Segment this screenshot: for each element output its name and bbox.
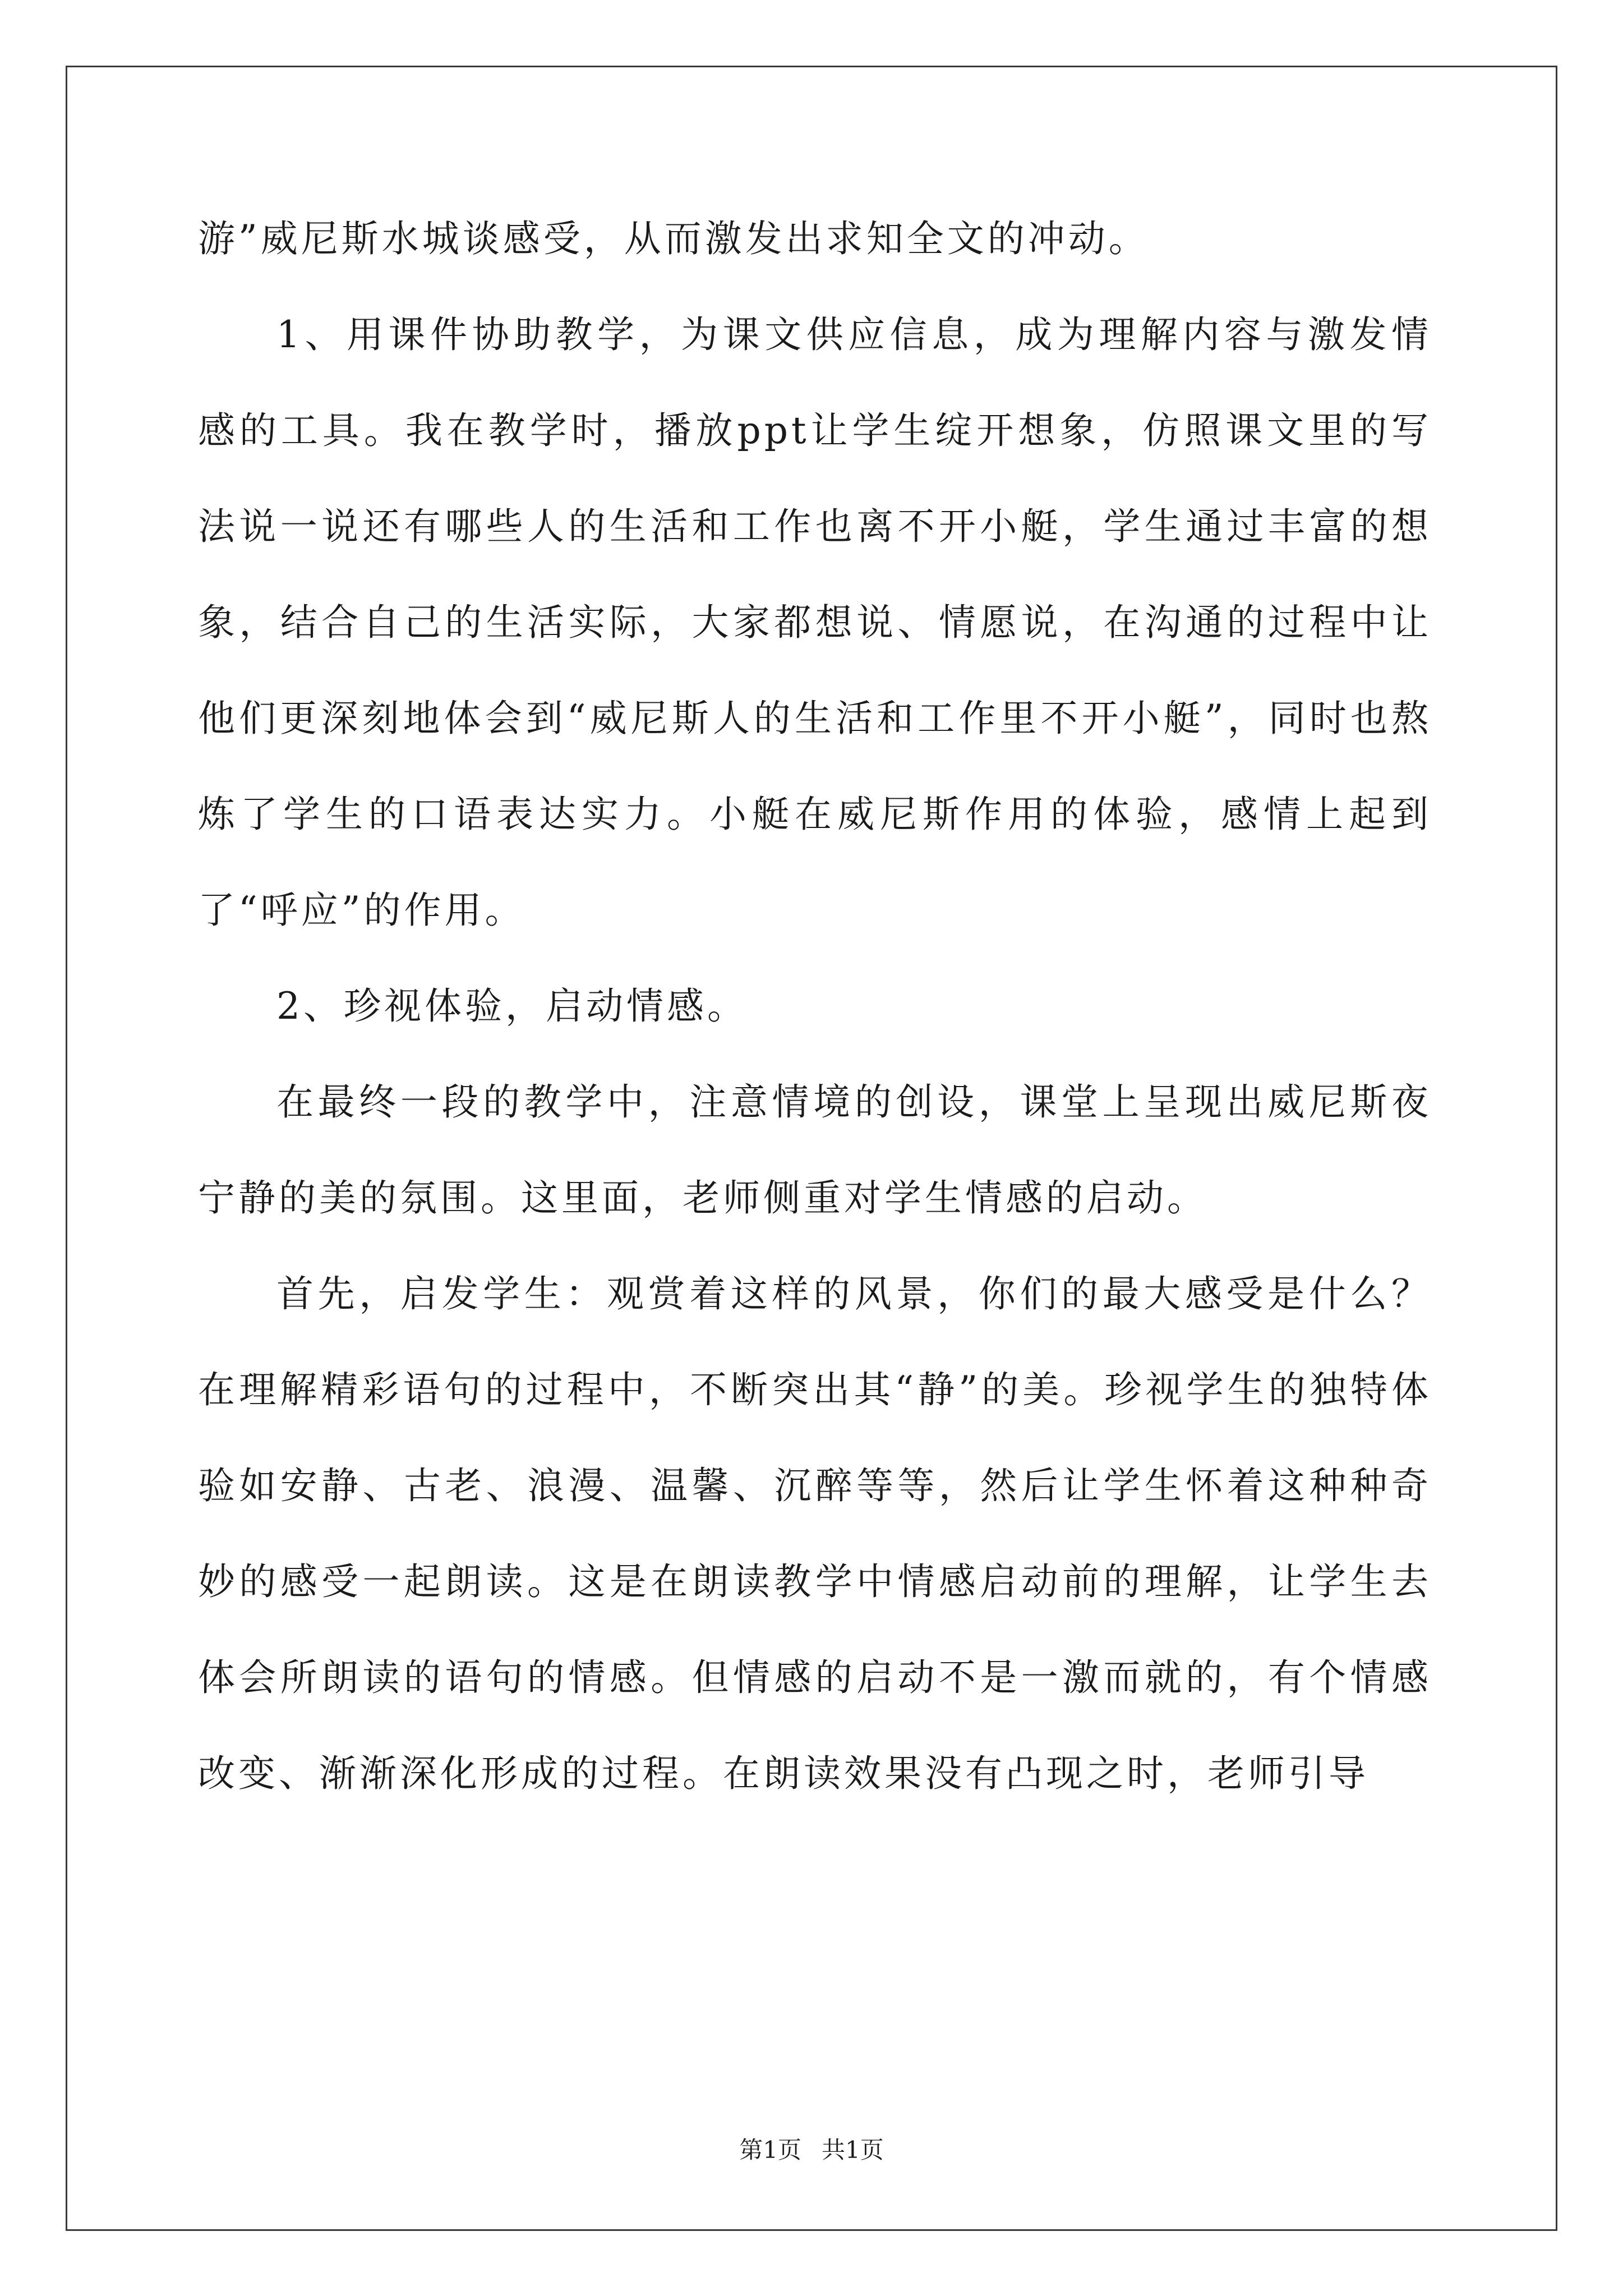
- paragraph-2: 1、用课件协助教学，为课文供应信息，成为理解内容与激发情感的工具。我在教学时，播放ppt让学生绽开想象，仿照课文里的写法说一说还有哪些人的生活和工作也离不开小艇，学生通过丰富的想象，结合自己的生活实际，大家都想说、情愿说，在沟通的过程中让他们更深刻地体会到“威尼斯人的生活和工作里不开小艇”，同时也熬炼了学生的口语表达实力。小艇在威尼斯作用的体验，感情上起到了“呼应”的作用。: [198, 313, 1432, 932]
- paragraph-1: 游”威尼斯水城谈感受，从而激发出求知全文的冲动。: [198, 217, 1149, 260]
- paragraph-3: 2、珍视体验，启动情感。: [276, 984, 748, 1028]
- page-total: 共1页: [822, 2136, 884, 2164]
- paragraph-4: 在最终一段的教学中，注意情境的创设，课堂上呈现出威尼斯夜宁静的美的氛围。这里面，老师侧重对学生情感的启动。: [198, 1080, 1432, 1220]
- paragraph-5: 首先，启发学生：观赏着这样的风景，你们的最大感受是什么？在理解精彩语句的过程中，不断突出其“静”的美。珍视学生的独特体验如安静、古老、浪漫、温馨、沉醉等等，然后让学生怀着这种种奇妙的感受一起朗读。这是在朗读教学中情感启动前的理解，让学生去体会所朗读的语句的情感。但情感的启动不是一激而就的，有个情感改变、渐渐深化形成的过程。在朗读效果没有凸现之时，老师引导: [198, 1272, 1432, 1795]
- page-number: 第1页: [739, 2136, 801, 2164]
- page-footer: [0, 2132, 1623, 2165]
- document-body: [198, 191, 1432, 1821]
